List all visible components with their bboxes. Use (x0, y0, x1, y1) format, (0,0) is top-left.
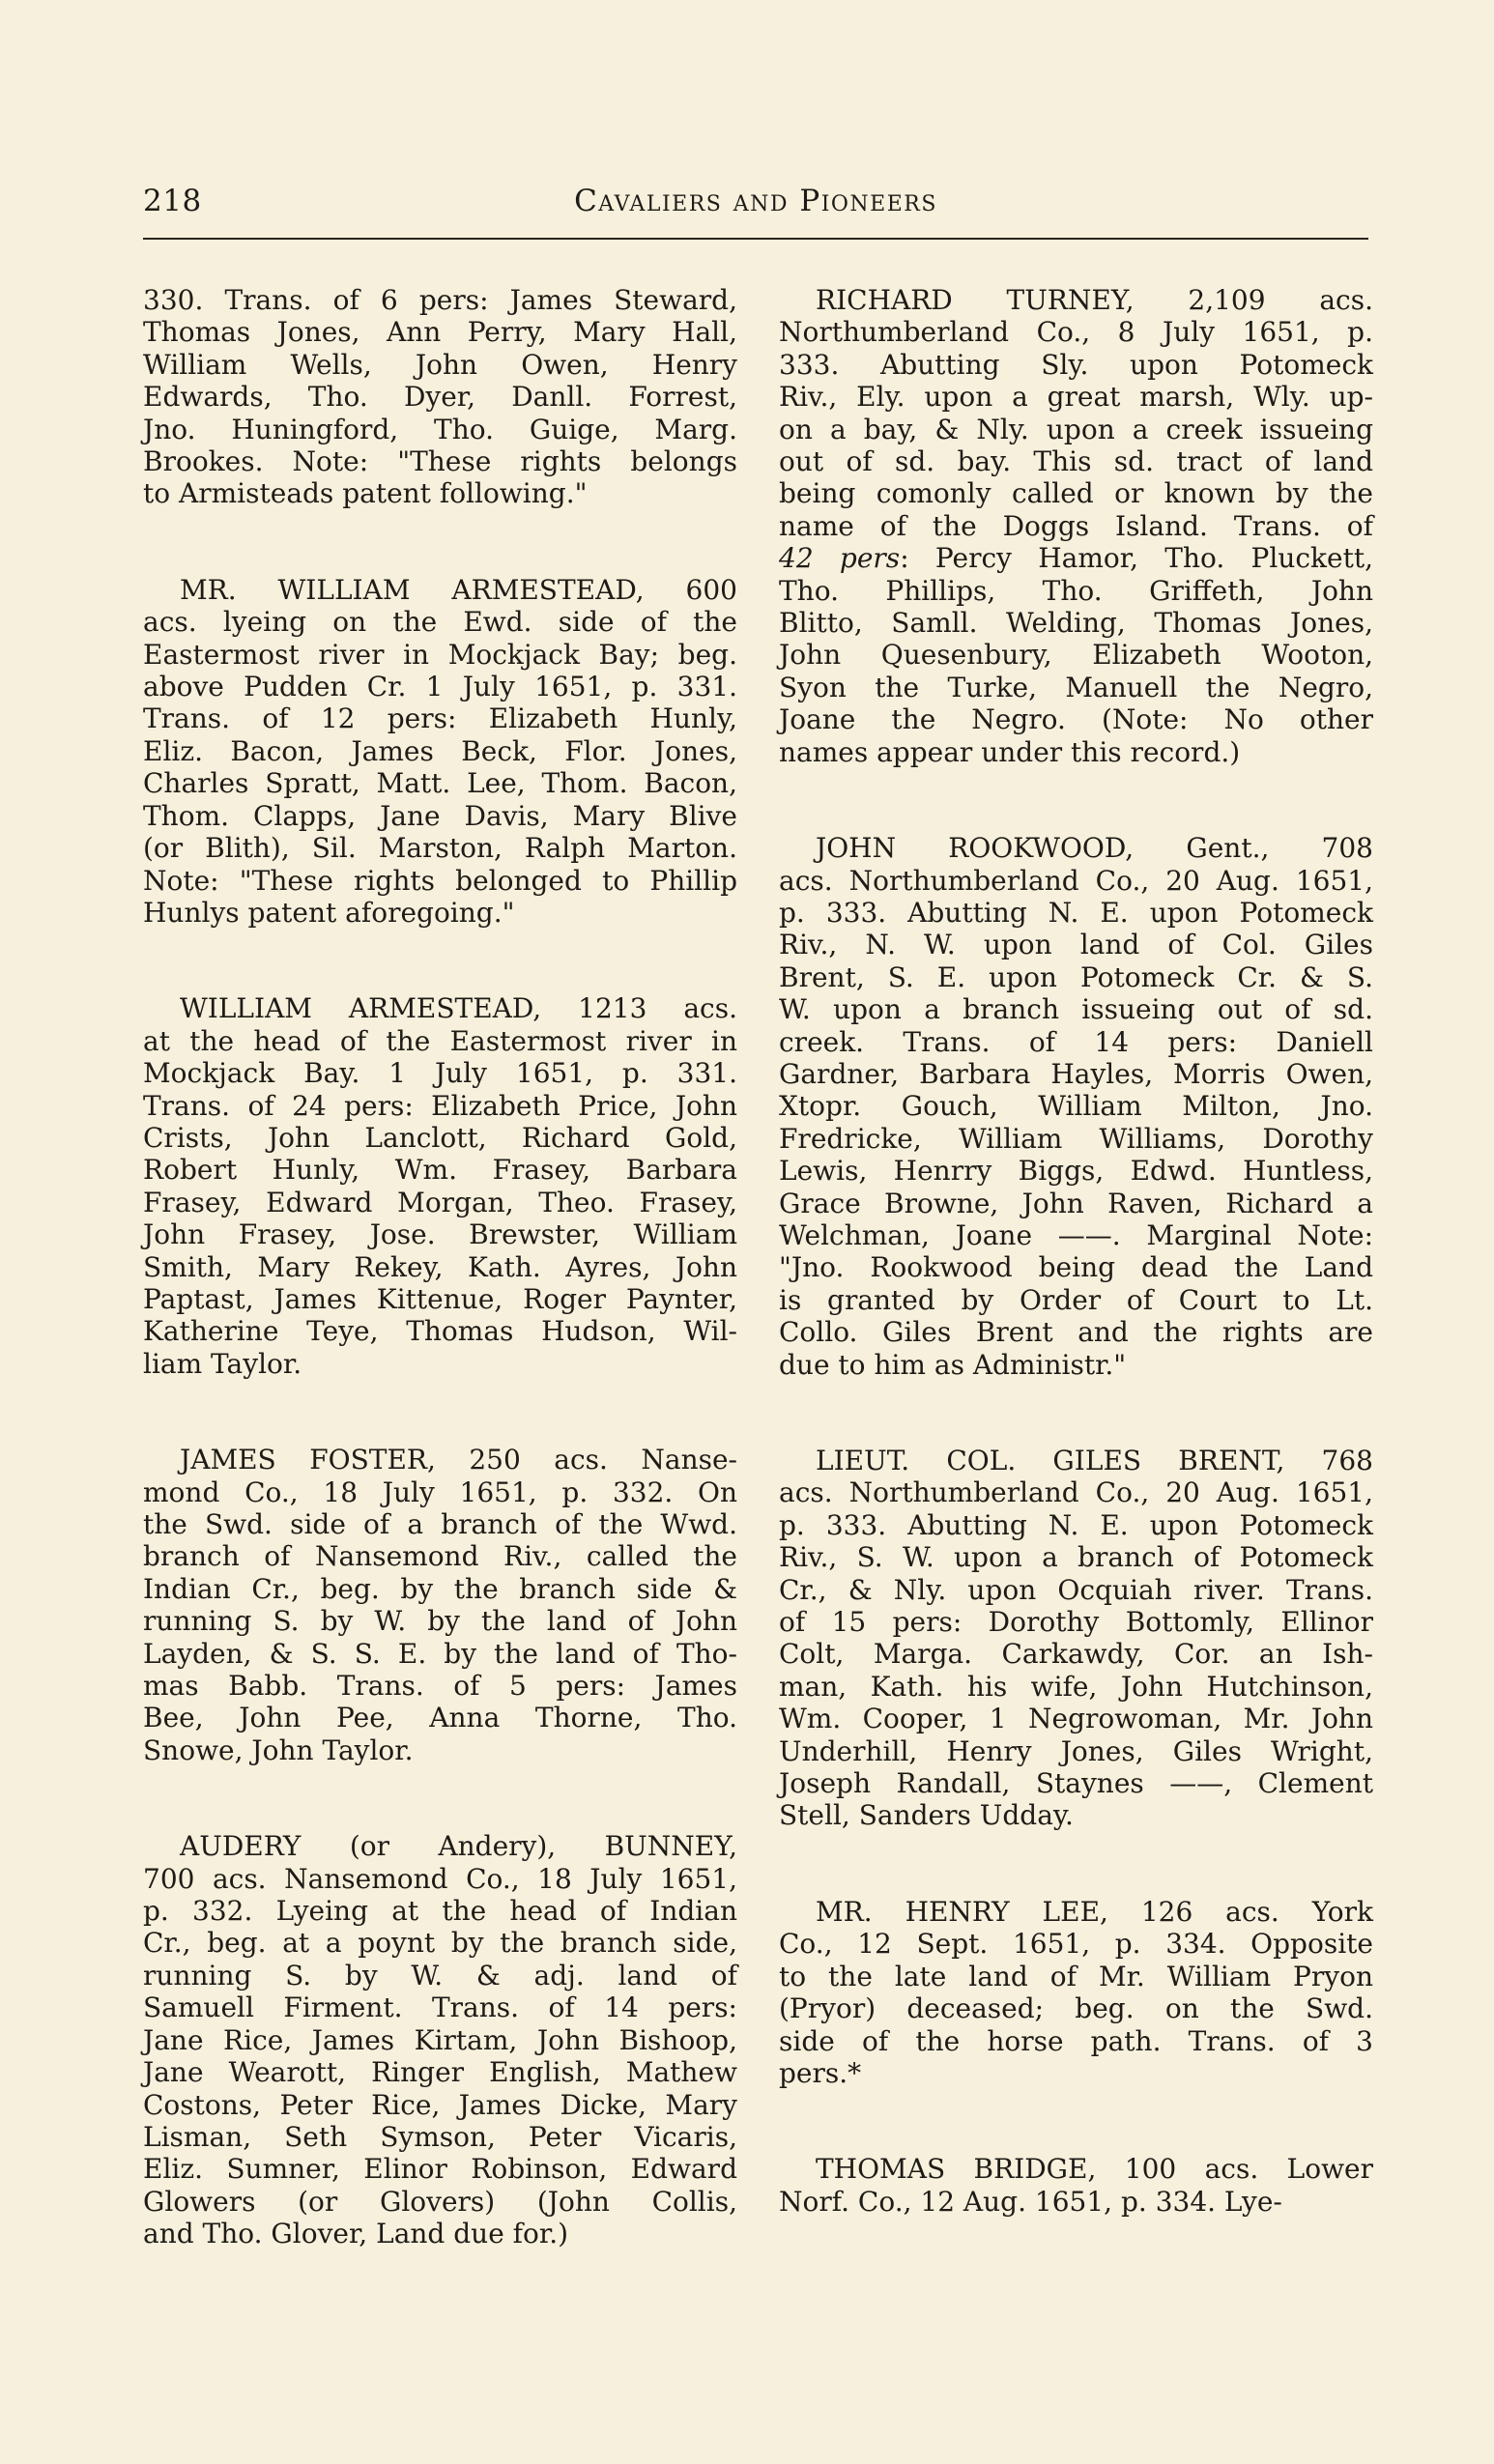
entry-line: WILLIAM ARMESTEAD, 1213 acs. (180, 992, 737, 1025)
entry-line: Brookes. Note: "These rights belongs (143, 445, 737, 478)
entry-line: 42 pers: Percy Hamor, Tho. Pluckett, (779, 542, 1374, 575)
entry-line: to the late land of Mr. William Pryon (779, 1960, 1373, 1992)
entry-line: Paptast, James Kittenue, Roger Paynter, (143, 1282, 737, 1315)
entry-line: Lewis, Henrry Biggs, Edwd. Huntless, (779, 1155, 1373, 1188)
entry-line: MR. HENRY LEE, 126 acs. York (816, 1895, 1373, 1928)
entry-line: (or Blith), Sil. Marston, Ralph Marton. (143, 832, 737, 865)
entry-line: Katherine Teye, Thomas Hudson, Wil- (143, 1315, 737, 1348)
entry-line: being comonly called or known by the (779, 477, 1373, 510)
entry-line: Riv., N. W. upon land of Col. Giles (779, 929, 1373, 961)
entry-line: Bee, John Pee, Anna Thorne, Tho. (143, 1702, 737, 1734)
header-rule (143, 238, 1368, 240)
patent-entry (143, 1830, 737, 2249)
entry-line: p. 332. Lyeing at the head of Indian (143, 1895, 737, 1928)
entry-line: Thomas Jones, Ann Perry, Mary Hall, (143, 316, 737, 349)
entry-line: Trans. of 12 pers: Elizabeth Hunly, (143, 702, 737, 735)
patent-entry (143, 284, 737, 510)
entry-line: Brent, S. E. upon Potomeck Cr. & S. (779, 960, 1373, 993)
entry-line: Eliz. Bacon, James Beck, Flor. Jones, (143, 734, 737, 767)
entry-line: running S. by W. & adj. land of (143, 1959, 737, 1991)
entry-line: out of sd. bay. This sd. tract of land (779, 445, 1373, 478)
entry-line: Wm. Cooper, 1 Negrowoman, Mr. John (779, 1703, 1373, 1735)
entry-line: Frasey, Edward Morgan, Theo. Frasey, (143, 1186, 737, 1218)
entry-line: Joane the Negro. (Note: No other (779, 703, 1373, 736)
entry-line: pers.* (779, 2056, 862, 2089)
entry-line: Blitto, Samll. Welding, Thomas Jones, (779, 607, 1373, 640)
patent-entry (143, 992, 737, 1380)
entry-line: Collo. Giles Brent and the rights are (779, 1316, 1373, 1349)
running-title: Cavaliers and Pioneers (574, 184, 937, 218)
entry-line: 700 acs. Nansemond Co., 18 July 1651, (143, 1862, 737, 1895)
entry-line: Costons, Peter Rice, James Dicke, Mary (143, 2088, 737, 2121)
entry-line: William Wells, John Owen, Henry (143, 348, 737, 381)
entry-line: AUDERY (or Andery), BUNNEY, (180, 1830, 737, 1863)
entry-line: Samuell Firment. Trans. of 14 pers: (143, 1991, 737, 2024)
entry-line: liam Taylor. (143, 1347, 302, 1380)
entry-line: Stell, Sanders Udday. (779, 1799, 1074, 1832)
entry-line: Robert Hunly, Wm. Frasey, Barbara (143, 1154, 737, 1187)
entry-line: Riv., Ely. upon a great marsh, Wly. up- (779, 381, 1373, 414)
entry-line: (Pryor) deceased; beg. on the Swd. (779, 1992, 1373, 2025)
entry-line: Jno. Huningford, Tho. Guige, Marg. (143, 413, 737, 445)
entry-line: Note: "These rights belonged to Phillip (143, 864, 737, 897)
patent-entry (779, 1445, 1373, 1832)
entry-line: the Swd. side of a branch of the Wwd. (143, 1508, 737, 1540)
entry-line: Welchman, Joane ——. Marginal Note: (779, 1218, 1373, 1251)
entry-line: Glowers (or Glovers) (John Collis, (143, 2185, 737, 2218)
entry-line: and Tho. Glover, Land due for.) (143, 2218, 569, 2250)
entry-line: Trans. of 24 pers: Elizabeth Price, John (143, 1089, 737, 1122)
entry-line: side of the horse path. Trans. of 3 (779, 2024, 1373, 2057)
entry-line: Riv., S. W. upon a branch of Potomeck (779, 1541, 1373, 1574)
entry-line: Thom. Clapps, Jane Davis, Mary Blive (143, 799, 737, 832)
entry-line: Norf. Co., 12 Aug. 1651, p. 334. Lye- (779, 2185, 1282, 2218)
entry-line: Layden, & S. S. E. by the land of Tho- (143, 1637, 737, 1670)
entry-line: mas Babb. Trans. of 5 pers: James (143, 1670, 737, 1703)
entry-line: RICHARD TURNEY, 2,109 acs. (816, 284, 1373, 316)
page-number: 218 (143, 184, 202, 218)
left-column (143, 284, 737, 2314)
entry-line: Colt, Marga. Carkawdy, Cor. an Ish- (779, 1638, 1373, 1671)
entry-line: Underhill, Henry Jones, Giles Wright, (779, 1734, 1373, 1767)
entry-line: Eastermost river in Mockjack Bay; beg. (143, 638, 737, 671)
entry-line: Tho. Phillips, Tho. Griffeth, John (779, 574, 1373, 607)
entry-line: running S. by W. by the land of John (143, 1605, 737, 1638)
entry-line: Edwards, Tho. Dyer, Danll. Forrest, (143, 381, 737, 414)
entry-line: creek. Trans. of 14 pers: Daniell (779, 1025, 1373, 1058)
entry-line: due to him as Administr." (779, 1348, 1127, 1381)
patent-entry (779, 1896, 1373, 2089)
entry-line: W. upon a branch issueing out of sd. (779, 993, 1373, 1026)
entry-line: John Quesenbury, Elizabeth Wooton, (779, 639, 1373, 672)
entry-line: acs. Northumberland Co., 20 Aug. 1651, (779, 1476, 1373, 1509)
entry-line: "Jno. Rookwood being dead the Land (779, 1251, 1373, 1284)
patent-entry (143, 574, 737, 929)
entry-line: Crists, John Lanclott, Richard Gold, (143, 1121, 737, 1154)
entry-line: acs. lyeing on the Ewd. side of the (143, 606, 737, 639)
patent-entry (779, 284, 1373, 768)
entry-line: Lisman, Seth Symson, Peter Vicaris, (143, 2120, 737, 2153)
entry-line: Indian Cr., beg. by the branch side & (143, 1572, 737, 1605)
entry-line: names appear under this record.) (779, 735, 1241, 768)
entry-line: Jane Wearott, Ringer English, Mathew (143, 2056, 737, 2089)
patent-entry (143, 1444, 737, 1766)
entry-line: Xtopr. Gouch, William Milton, Jno. (779, 1090, 1373, 1123)
entry-line: MR. WILLIAM ARMESTEAD, 600 (180, 573, 737, 606)
entry-line: Gardner, Barbara Hayles, Morris Owen, (779, 1057, 1373, 1090)
entry-line: Cr., beg. at a poynt by the branch side, (143, 1927, 737, 1960)
entry-line: is granted by Order of Court to Lt. (779, 1283, 1373, 1316)
entry-line: LIEUT. COL. GILES BRENT, 768 (816, 1445, 1373, 1476)
entry-line: Northumberland Co., 8 July 1651, p. (779, 316, 1373, 349)
entry-line: mond Co., 18 July 1651, p. 332. On (143, 1476, 737, 1508)
running-head (143, 184, 1368, 230)
entry-line: Joseph Randall, Staynes ——, Clement (779, 1767, 1373, 1800)
entry-line: above Pudden Cr. 1 July 1651, p. 331. (143, 671, 737, 703)
entry-line: 333. Abutting Sly. upon Potomeck (779, 348, 1373, 381)
entry-line: p. 333. Abutting N. E. upon Potomeck (779, 1508, 1373, 1541)
entry-line: branch of Nansemond Riv., called the (143, 1540, 737, 1573)
entry-line: THOMAS BRIDGE, 100 acs. Lower (816, 2153, 1373, 2186)
entry-line: Snowe, John Taylor. (143, 1733, 414, 1766)
patent-entry (779, 2153, 1373, 2218)
entry-line: on a bay, & Nly. upon a creek issueing (779, 413, 1373, 445)
entry-line: JOHN ROOKWOOD, Gent., 708 (816, 832, 1373, 865)
entry-line: Cr., & Nly. upon Ocquiah river. Trans. (779, 1573, 1373, 1606)
entry-line: Charles Spratt, Matt. Lee, Thom. Bacon, (143, 767, 737, 800)
entry-line: Grace Browne, John Raven, Richard a (779, 1187, 1373, 1219)
entry-line: Hunlys patent aforegoing." (143, 896, 515, 929)
entry-line: Fredricke, William Williams, Dorothy (779, 1122, 1373, 1155)
patent-entry (779, 832, 1373, 1381)
entry-line: JAMES FOSTER, 250 acs. Nanse- (180, 1444, 737, 1476)
entry-line: Syon the Turke, Manuell the Negro, (779, 671, 1373, 703)
entry-line: 330. Trans. of 6 pers: James Steward, (143, 284, 737, 316)
entry-line: John Frasey, Jose. Brewster, William (143, 1218, 737, 1251)
entry-line: to Armisteads patent following." (143, 477, 588, 510)
entry-line: at the head of the Eastermost river in (143, 1024, 737, 1057)
entry-line: Mockjack Bay. 1 July 1651, p. 331. (143, 1057, 737, 1090)
entry-line: Co., 12 Sept. 1651, p. 334. Opposite (779, 1928, 1373, 1961)
entry-line: name of the Doggs Island. Trans. of (779, 509, 1373, 542)
entry-line: Eliz. Sumner, Elinor Robinson, Edward (143, 2153, 737, 2186)
entry-line: acs. Northumberland Co., 20 Aug. 1651, (779, 864, 1373, 897)
right-column (779, 284, 1373, 2281)
entry-line: Jane Rice, James Kirtam, John Bishoop, (143, 2023, 737, 2056)
entry-line: man, Kath. his wife, John Hutchinson, (779, 1670, 1373, 1703)
entry-line: Smith, Mary Rekey, Kath. Ayres, John (143, 1250, 737, 1283)
entry-line: p. 333. Abutting N. E. upon Potomeck (779, 896, 1373, 929)
entry-line: of 15 pers: Dorothy Bottomly, Ellinor (779, 1606, 1373, 1639)
